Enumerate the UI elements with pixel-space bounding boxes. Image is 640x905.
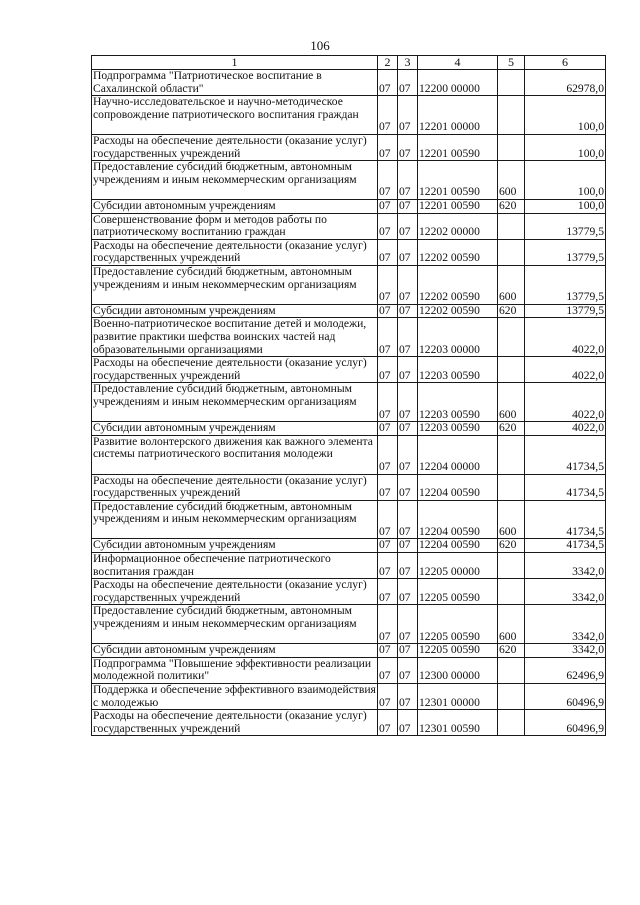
- row-target-article-code: 12301 00000: [418, 684, 498, 710]
- table-row: [92, 644, 606, 658]
- row-amount: 4022,0: [525, 318, 606, 357]
- row-section-code: 07: [378, 474, 398, 500]
- row-subsection-code: 07: [398, 70, 418, 96]
- row-expense-type-code: 600: [498, 605, 525, 644]
- row-section-code: 07: [378, 579, 398, 605]
- row-target-article-code: 12204 00590: [418, 539, 498, 553]
- row-amount: 3342,0: [525, 644, 606, 658]
- row-expense-type-code: [498, 318, 525, 357]
- row-subsection-code: 07: [398, 657, 418, 683]
- row-expense-type-code: 600: [498, 265, 525, 304]
- row-subsection-code: 07: [398, 553, 418, 579]
- row-expense-type-code: [498, 96, 525, 135]
- table-row: [92, 161, 606, 200]
- row-expense-type-code: 600: [498, 161, 525, 200]
- row-section-code: 07: [378, 605, 398, 644]
- row-name: Предоставление субсидий бюджетным, автономным учреждениям и иным некоммерческим организациям: [92, 265, 378, 304]
- row-target-article-code: 12205 00000: [418, 553, 498, 579]
- row-amount: 41734,5: [525, 539, 606, 553]
- row-section-code: 07: [378, 383, 398, 422]
- row-target-article-code: 12205 00590: [418, 605, 498, 644]
- row-subsection-code: 07: [398, 539, 418, 553]
- table-row: [92, 657, 606, 683]
- row-name: Субсидии автономным учреждениям: [92, 304, 378, 318]
- row-section-code: 07: [378, 134, 398, 160]
- row-section-code: 07: [378, 435, 398, 474]
- row-name: Субсидии автономным учреждениям: [92, 422, 378, 436]
- row-target-article-code: 12202 00000: [418, 213, 498, 239]
- row-expense-type-code: [498, 134, 525, 160]
- column-header-6: 6: [525, 56, 606, 70]
- row-section-code: 07: [378, 644, 398, 658]
- row-amount: 3342,0: [525, 605, 606, 644]
- row-subsection-code: 07: [398, 199, 418, 213]
- row-target-article-code: 12202 00590: [418, 239, 498, 265]
- row-amount: 100,0: [525, 161, 606, 200]
- table-header-row: [92, 56, 606, 70]
- row-section-code: 07: [378, 265, 398, 304]
- table-row: [92, 710, 606, 736]
- row-amount: 60496,9: [525, 684, 606, 710]
- row-amount: 100,0: [525, 134, 606, 160]
- row-name: Подпрограмма "Повышение эффективности реализации молодежной политики": [92, 657, 378, 683]
- row-target-article-code: 12203 00590: [418, 422, 498, 436]
- row-name: Расходы на обеспечение деятельности (оказание услуг) государственных учреждений: [92, 579, 378, 605]
- row-expense-type-code: [498, 657, 525, 683]
- row-target-article-code: 12202 00590: [418, 304, 498, 318]
- row-name: Расходы на обеспечение деятельности (оказание услуг) государственных учреждений: [92, 239, 378, 265]
- row-amount: 3342,0: [525, 579, 606, 605]
- row-section-code: 07: [378, 553, 398, 579]
- row-name: Научно-исследовательское и научно-методическое сопровождение патриотического воспитания граждан: [92, 96, 378, 135]
- row-subsection-code: 07: [398, 357, 418, 383]
- row-expense-type-code: 620: [498, 422, 525, 436]
- row-section-code: 07: [378, 657, 398, 683]
- row-name: Субсидии автономным учреждениям: [92, 199, 378, 213]
- row-amount: 41734,5: [525, 500, 606, 539]
- row-subsection-code: 07: [398, 500, 418, 539]
- row-target-article-code: 12204 00590: [418, 500, 498, 539]
- row-target-article-code: 12201 00590: [418, 134, 498, 160]
- table-row: [92, 357, 606, 383]
- column-header-1: 1: [92, 56, 378, 70]
- row-subsection-code: 07: [398, 474, 418, 500]
- table-row: [92, 134, 606, 160]
- row-amount: 62978,0: [525, 70, 606, 96]
- row-subsection-code: 07: [398, 684, 418, 710]
- row-amount: 4022,0: [525, 357, 606, 383]
- row-section-code: 07: [378, 96, 398, 135]
- table-row: [92, 265, 606, 304]
- row-subsection-code: 07: [398, 710, 418, 736]
- row-target-article-code: 12201 00000: [418, 96, 498, 135]
- row-section-code: 07: [378, 539, 398, 553]
- row-amount: 13779,5: [525, 265, 606, 304]
- row-section-code: 07: [378, 710, 398, 736]
- row-name: Информационное обеспечение патриотического воспитания граждан: [92, 553, 378, 579]
- row-subsection-code: 07: [398, 161, 418, 200]
- row-expense-type-code: 620: [498, 199, 525, 213]
- column-header-5: 5: [498, 56, 525, 70]
- row-name: Развитие волонтерского движения как важного элемента системы патриотического воспитания молодежи: [92, 435, 378, 474]
- row-subsection-code: 07: [398, 605, 418, 644]
- row-subsection-code: 07: [398, 318, 418, 357]
- row-expense-type-code: 620: [498, 539, 525, 553]
- row-name: Предоставление субсидий бюджетным, автономным учреждениям и иным некоммерческим организациям: [92, 161, 378, 200]
- row-expense-type-code: [498, 239, 525, 265]
- row-expense-type-code: [498, 474, 525, 500]
- table-row: [92, 213, 606, 239]
- row-amount: 62496,9: [525, 657, 606, 683]
- row-target-article-code: 12203 00590: [418, 357, 498, 383]
- row-expense-type-code: [498, 710, 525, 736]
- row-section-code: 07: [378, 304, 398, 318]
- row-expense-type-code: [498, 684, 525, 710]
- row-expense-type-code: [498, 435, 525, 474]
- budget-table: [91, 55, 606, 736]
- row-target-article-code: 12205 00590: [418, 579, 498, 605]
- row-target-article-code: 12202 00590: [418, 265, 498, 304]
- row-name: Расходы на обеспечение деятельности (оказание услуг) государственных учреждений: [92, 357, 378, 383]
- row-amount: 100,0: [525, 199, 606, 213]
- table-row: [92, 318, 606, 357]
- row-target-article-code: 12203 00000: [418, 318, 498, 357]
- row-subsection-code: 07: [398, 265, 418, 304]
- row-expense-type-code: 620: [498, 304, 525, 318]
- row-target-article-code: 12203 00590: [418, 383, 498, 422]
- table-row: [92, 500, 606, 539]
- row-section-code: 07: [378, 500, 398, 539]
- row-target-article-code: 12301 00590: [418, 710, 498, 736]
- row-amount: 60496,9: [525, 710, 606, 736]
- table-row: [92, 605, 606, 644]
- row-subsection-code: 07: [398, 304, 418, 318]
- row-expense-type-code: [498, 553, 525, 579]
- row-name: Расходы на обеспечение деятельности (оказание услуг) государственных учреждений: [92, 134, 378, 160]
- row-section-code: 07: [378, 318, 398, 357]
- column-header-3: 3: [398, 56, 418, 70]
- table-row: [92, 304, 606, 318]
- row-name: Подпрограмма "Патриотическое воспитание в Сахалинской области": [92, 70, 378, 96]
- row-target-article-code: 12205 00590: [418, 644, 498, 658]
- row-subsection-code: 07: [398, 579, 418, 605]
- row-section-code: 07: [378, 357, 398, 383]
- table-row: [92, 684, 606, 710]
- row-target-article-code: 12204 00000: [418, 435, 498, 474]
- row-amount: 13779,5: [525, 304, 606, 318]
- table-row: [92, 474, 606, 500]
- row-subsection-code: 07: [398, 644, 418, 658]
- row-expense-type-code: 600: [498, 500, 525, 539]
- row-expense-type-code: [498, 213, 525, 239]
- column-header-4: 4: [418, 56, 498, 70]
- row-name: Военно-патриотическое воспитание детей и молодежи, развитие практики шефства воинских частей над образовательными организациями: [92, 318, 378, 357]
- row-name: Субсидии автономным учреждениям: [92, 539, 378, 553]
- row-target-article-code: 12204 00590: [418, 474, 498, 500]
- row-amount: 100,0: [525, 96, 606, 135]
- table-row: [92, 96, 606, 135]
- row-name: Предоставление субсидий бюджетным, автономным учреждениям и иным некоммерческим организациям: [92, 500, 378, 539]
- row-name: Предоставление субсидий бюджетным, автономным учреждениям и иным некоммерческим организациям: [92, 383, 378, 422]
- row-section-code: 07: [378, 422, 398, 436]
- row-amount: 4022,0: [525, 383, 606, 422]
- page-number: 106: [310, 38, 330, 53]
- row-subsection-code: 07: [398, 134, 418, 160]
- table-row: [92, 383, 606, 422]
- row-amount: 41734,5: [525, 435, 606, 474]
- table-row: [92, 539, 606, 553]
- row-section-code: 07: [378, 213, 398, 239]
- table-row: [92, 239, 606, 265]
- row-name: Предоставление субсидий бюджетным, автономным учреждениям и иным некоммерческим организациям: [92, 605, 378, 644]
- row-amount: 4022,0: [525, 422, 606, 436]
- row-target-article-code: 12200 00000: [418, 70, 498, 96]
- table-row: [92, 579, 606, 605]
- row-name: Совершенствование форм и методов работы по патриотическому воспитанию граждан: [92, 213, 378, 239]
- row-subsection-code: 07: [398, 213, 418, 239]
- table-row: [92, 70, 606, 96]
- row-expense-type-code: [498, 70, 525, 96]
- row-name: Расходы на обеспечение деятельности (оказание услуг) государственных учреждений: [92, 474, 378, 500]
- table-row: [92, 422, 606, 436]
- row-target-article-code: 12201 00590: [418, 161, 498, 200]
- row-expense-type-code: 600: [498, 383, 525, 422]
- row-expense-type-code: [498, 579, 525, 605]
- row-subsection-code: 07: [398, 422, 418, 436]
- row-section-code: 07: [378, 161, 398, 200]
- table-row: [92, 553, 606, 579]
- row-expense-type-code: [498, 357, 525, 383]
- row-amount: 41734,5: [525, 474, 606, 500]
- row-subsection-code: 07: [398, 96, 418, 135]
- row-name: Субсидии автономным учреждениям: [92, 644, 378, 658]
- row-section-code: 07: [378, 684, 398, 710]
- table-row: [92, 199, 606, 213]
- row-subsection-code: 07: [398, 435, 418, 474]
- row-amount: 13779,5: [525, 239, 606, 265]
- row-target-article-code: 12300 00000: [418, 657, 498, 683]
- row-name: Расходы на обеспечение деятельности (оказание услуг) государственных учреждений: [92, 710, 378, 736]
- column-header-2: 2: [378, 56, 398, 70]
- row-amount: 3342,0: [525, 553, 606, 579]
- row-section-code: 07: [378, 199, 398, 213]
- table-row: [92, 435, 606, 474]
- row-subsection-code: 07: [398, 239, 418, 265]
- row-amount: 13779,5: [525, 213, 606, 239]
- row-subsection-code: 07: [398, 383, 418, 422]
- row-section-code: 07: [378, 70, 398, 96]
- row-expense-type-code: 620: [498, 644, 525, 658]
- row-name: Поддержка и обеспечение эффективного взаимодействия с молодежью: [93, 683, 376, 709]
- row-target-article-code: 12201 00590: [418, 199, 498, 213]
- row-section-code: 07: [378, 239, 398, 265]
